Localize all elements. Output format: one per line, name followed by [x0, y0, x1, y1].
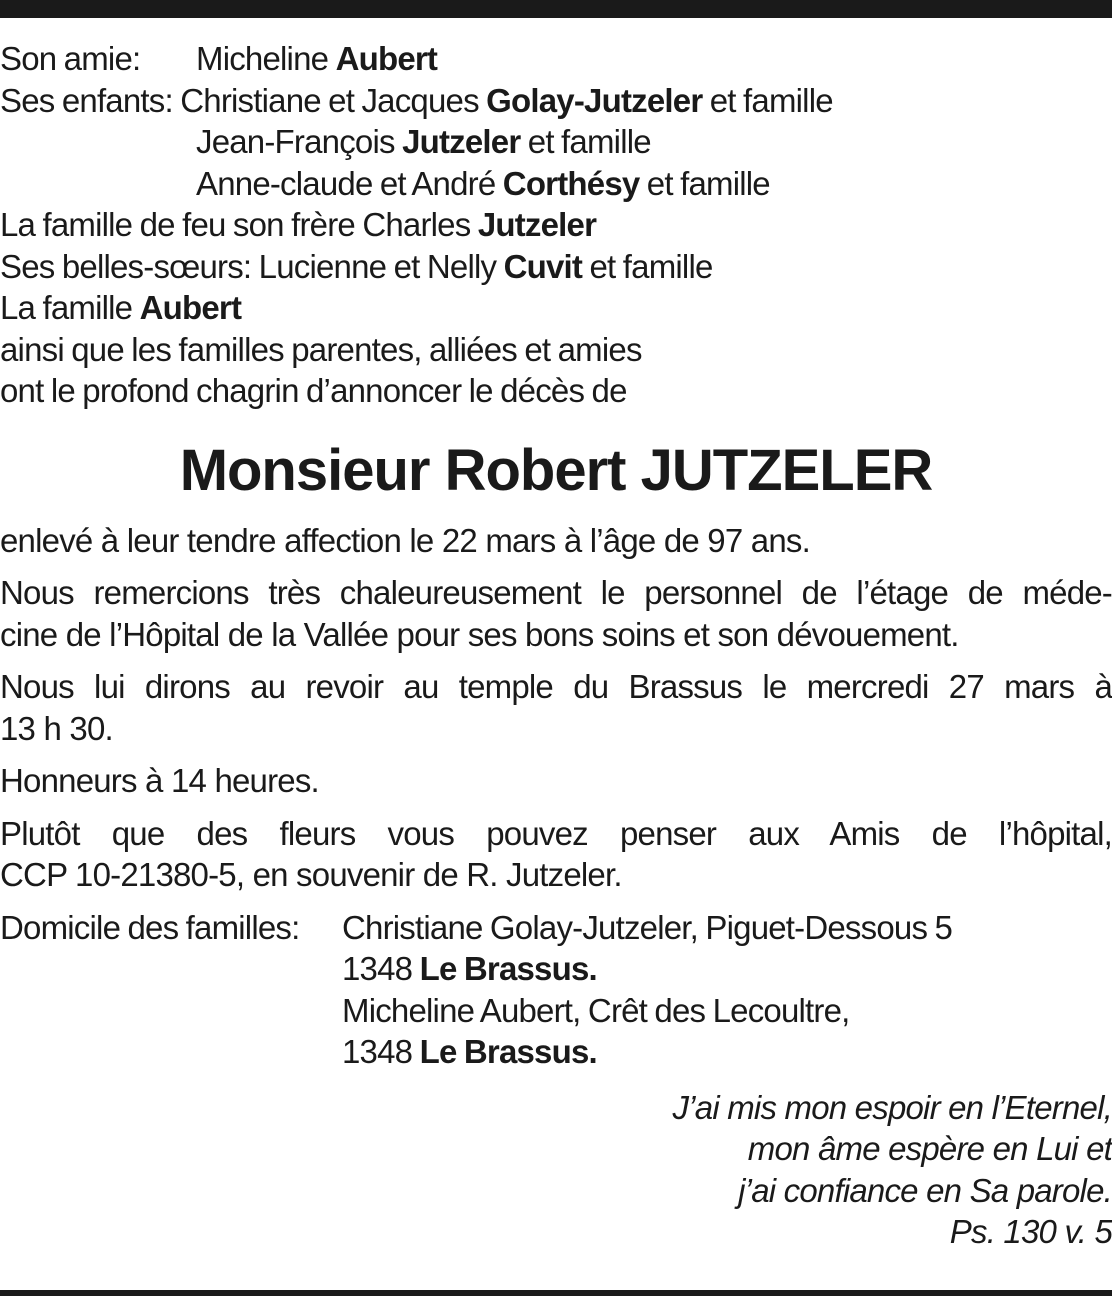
revoir-line-2: 13 h 30.	[0, 709, 113, 747]
belles-soeurs-last: Cuvit	[503, 247, 583, 285]
domicile-zip: 1348	[342, 1033, 413, 1070]
revoir-line-1: Nous lui dirons au revoir au temple du Brassus le mercredi 27 mars à	[0, 668, 1112, 705]
enfant-first: Christiane et Jacques	[180, 81, 479, 119]
belles-soeurs-line	[0, 246, 1112, 288]
domicile-city: Le Brassus.	[419, 1033, 597, 1070]
belles-soeurs-prefix: Ses belles-sœurs: Lucienne et Nelly	[0, 247, 497, 285]
domicile-addr2: Micheline Aubert, Crêt des Lecoultre,	[342, 991, 850, 1029]
frere-line	[0, 204, 1112, 246]
son-amie-label: Son amie:	[0, 40, 141, 77]
remerciements-line-1: Nous remercions très chaleureusement le personnel de l’étage de méde-	[0, 574, 1112, 611]
domicile-line-2	[0, 948, 1112, 990]
enleve-line: enlevé à leur tendre affection le 22 mars à l’âge de 97 ans.	[0, 521, 810, 559]
enleve-paragraph	[0, 520, 1112, 562]
remerciements-paragraph	[0, 572, 1112, 655]
domicile-addr1: Christiane Golay-Jutzeler, Piguet-Dessous 5	[342, 908, 953, 946]
son-amie-last: Aubert	[335, 40, 438, 77]
domicile-label: Domicile des familles:	[0, 908, 300, 946]
domicile-line-4	[0, 1031, 1112, 1073]
verse-reference: Ps. 130 v. 5	[949, 1213, 1112, 1250]
enfants-line-1	[0, 80, 1112, 122]
remerciements-line-2: cine de l’Hôpital de la Vallée pour ses bons soins et son dévouement.	[0, 615, 959, 653]
enfant-last: Corthésy	[502, 164, 640, 202]
top-rule	[0, 0, 1112, 18]
enfant-last: Golay-Jutzeler	[486, 81, 703, 119]
enfants-line-2	[0, 121, 1112, 163]
domicile-line-1	[0, 907, 1112, 949]
fleurs-line-1: Plutôt que des fleurs vous pouvez penser aux Amis de l’hôpital,	[0, 814, 1112, 852]
bible-verse	[0, 1087, 1112, 1253]
enfant-first: Jean-François	[196, 123, 395, 160]
verse-line: J’ai mis mon espoir en l’Eternel,	[672, 1088, 1112, 1126]
bottom-rule	[0, 1290, 1112, 1296]
frere-last: Jutzeler	[477, 206, 597, 243]
frere-prefix: La famille de feu son frère Charles	[0, 206, 471, 243]
son-amie-line	[0, 38, 1112, 80]
domicile-block	[0, 907, 1112, 1073]
obituary-notice	[0, 38, 1112, 1253]
honneurs-paragraph	[0, 760, 1112, 802]
deceased-name: Monsieur Robert JUTZELER	[179, 437, 933, 503]
enfants-line-3	[0, 163, 1112, 205]
famille-last: Aubert	[139, 289, 242, 326]
belles-soeurs-suffix: et famille	[589, 247, 713, 285]
verse-line: mon âme espère en Lui et	[747, 1130, 1112, 1167]
fleurs-line-2: CCP 10-21380-5, en souvenir de R. Jutzeler.	[0, 856, 622, 893]
enfant-last: Jutzeler	[402, 123, 521, 160]
enfant-suffix: et famille	[527, 123, 651, 160]
fleurs-paragraph	[0, 813, 1112, 896]
ainsi-line: ainsi que les familles parentes, alliées et amies	[0, 330, 642, 368]
enfant-suffix: et famille	[646, 164, 770, 202]
domicile-city: Le Brassus.	[419, 950, 597, 987]
revoir-paragraph	[0, 666, 1112, 749]
famille-prefix: La famille	[0, 289, 133, 326]
enfant-suffix: et famille	[709, 81, 833, 119]
honneurs-line: Honneurs à 14 heures.	[0, 762, 319, 799]
annonce-line: ont le profond chagrin d’annoncer le décès de	[0, 372, 627, 409]
verse-line: j’ai confiance en Sa parole.	[738, 1171, 1112, 1209]
famille-aubert-line	[0, 287, 1112, 329]
domicile-zip: 1348	[342, 950, 413, 987]
domicile-line-3	[0, 990, 1112, 1032]
enfant-first: Anne-claude et André	[196, 164, 496, 202]
enfants-label: Ses enfants:	[0, 81, 173, 119]
son-amie-first: Micheline	[196, 40, 329, 77]
